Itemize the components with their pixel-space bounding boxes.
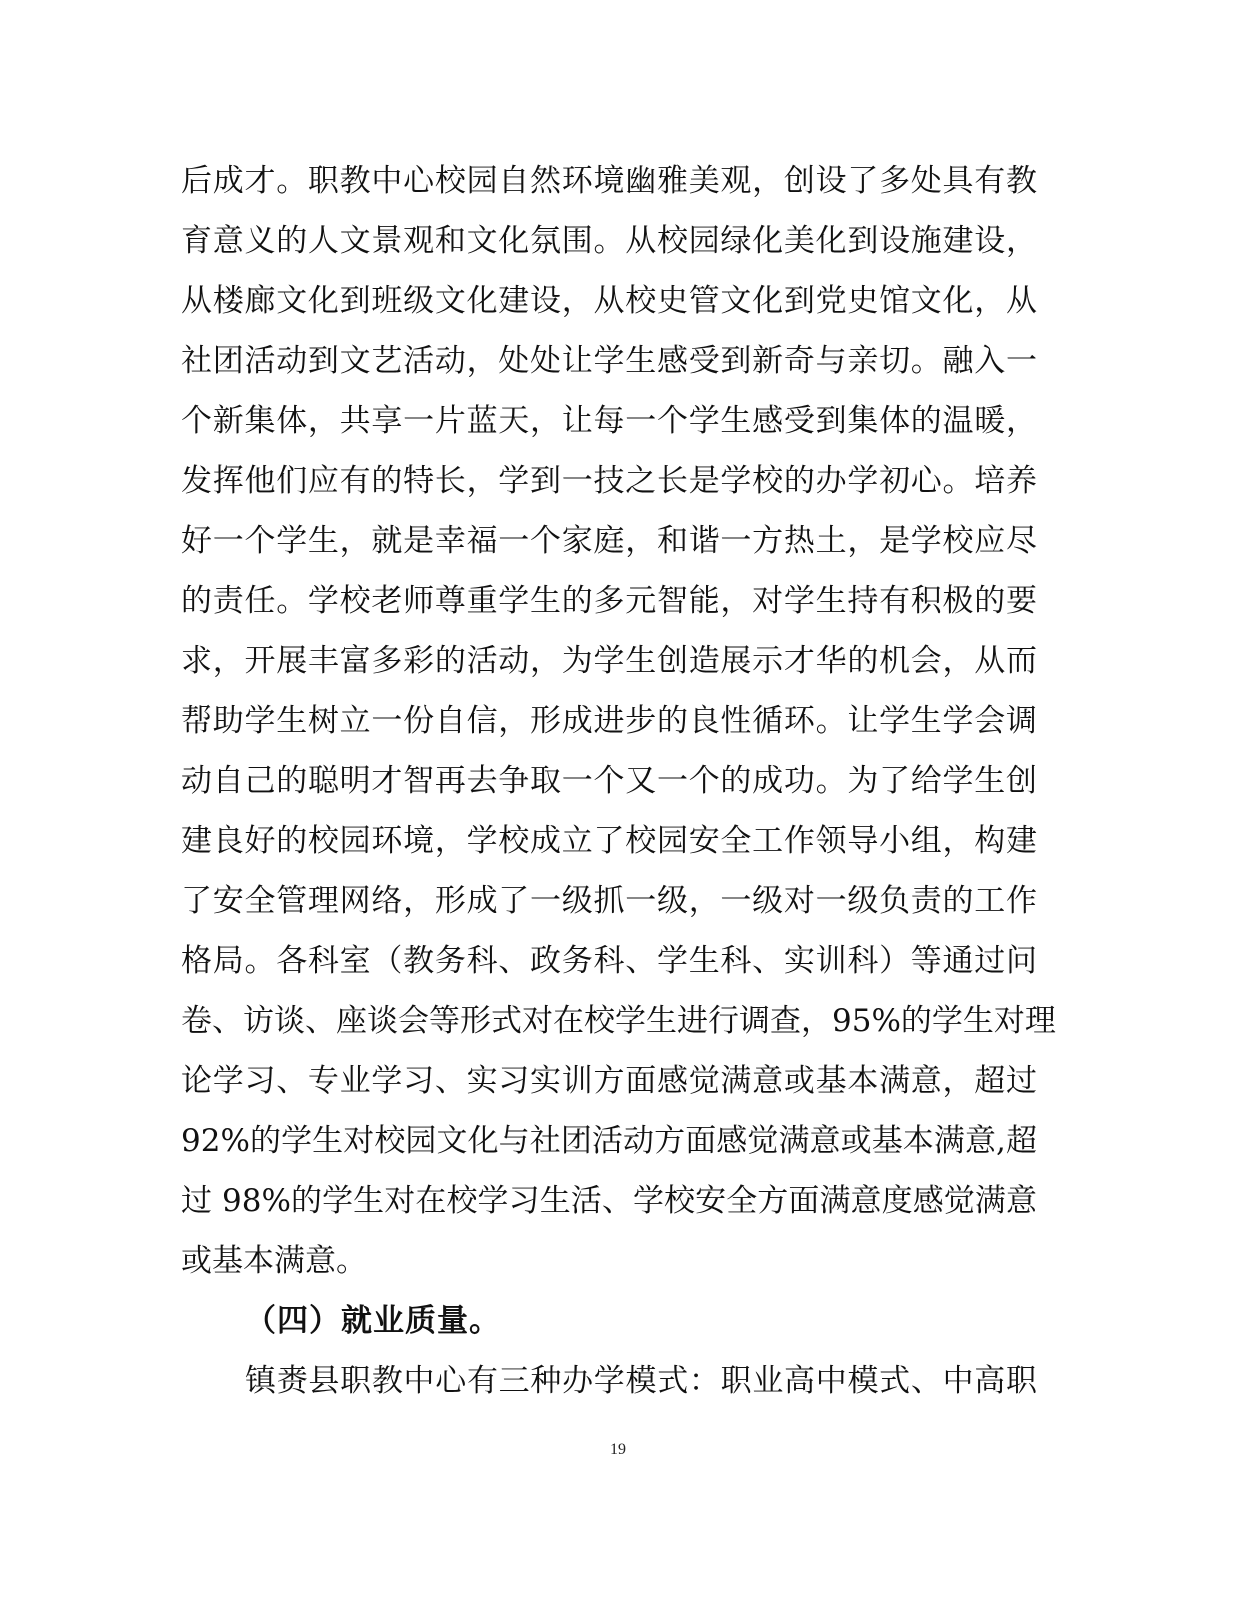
text-line: 育意义的人文景观和文化氛围。从校园绿化美化到设施建设，: [181, 223, 1037, 259]
text-line: 发挥他们应有的特长，学到一技之长是学校的办学初心。培养: [181, 463, 1037, 499]
body-text: [181, 151, 1056, 1411]
text-line: 过 98%的学生对在校学习生活、学校安全方面满意度感觉满意: [181, 1183, 1037, 1219]
page-number: 19: [610, 1441, 626, 1458]
text-line: 好一个学生，就是幸福一个家庭，和谐一方热土，是学校应尽: [181, 523, 1037, 559]
text-line: 或基本满意。: [181, 1243, 367, 1279]
text-line: 卷、访谈、座谈会等形式对在校学生进行调查，95%的学生对理: [181, 1003, 1056, 1039]
text-line: 建良好的校园环境，学校成立了校园安全工作领导小组，构建: [181, 823, 1037, 859]
text-line: 从楼廊文化到班级文化建设，从校史管文化到党史馆文化，从: [181, 283, 1037, 319]
text-line: 社团活动到文艺活动，处处让学生感受到新奇与亲切。融入一: [181, 343, 1037, 379]
paragraph-first-line: 镇赉县职教中心有三种办学模式：职业高中模式、中高职: [245, 1363, 1037, 1399]
section-heading: （四）就业质量。: [245, 1303, 501, 1339]
text-line: 92%的学生对校园文化与社团活动方面感觉满意或基本满意,超: [181, 1123, 1037, 1159]
text-line: 求，开展丰富多彩的活动，为学生创造展示才华的机会，从而: [181, 643, 1037, 679]
text-line: 个新集体，共享一片蓝天，让每一个学生感受到集体的温暖，: [181, 403, 1037, 439]
text-line: 动自己的聪明才智再去争取一个又一个的成功。为了给学生创: [181, 763, 1037, 799]
text-line: 后成才。职教中心校园自然环境幽雅美观，创设了多处具有教: [181, 163, 1037, 199]
text-line: 帮助学生树立一份自信，形成进步的良性循环。让学生学会调: [181, 703, 1037, 739]
text-line: 格局。各科室（教务科、政务科、学生科、实训科）等通过问: [181, 943, 1037, 979]
text-line: 了安全管理网络，形成了一级抓一级，一级对一级负责的工作: [181, 883, 1037, 919]
text-line: 的责任。学校老师尊重学生的多元智能，对学生持有积极的要: [181, 583, 1037, 619]
text-line: 论学习、专业学习、实习实训方面感觉满意或基本满意，超过: [181, 1063, 1037, 1099]
